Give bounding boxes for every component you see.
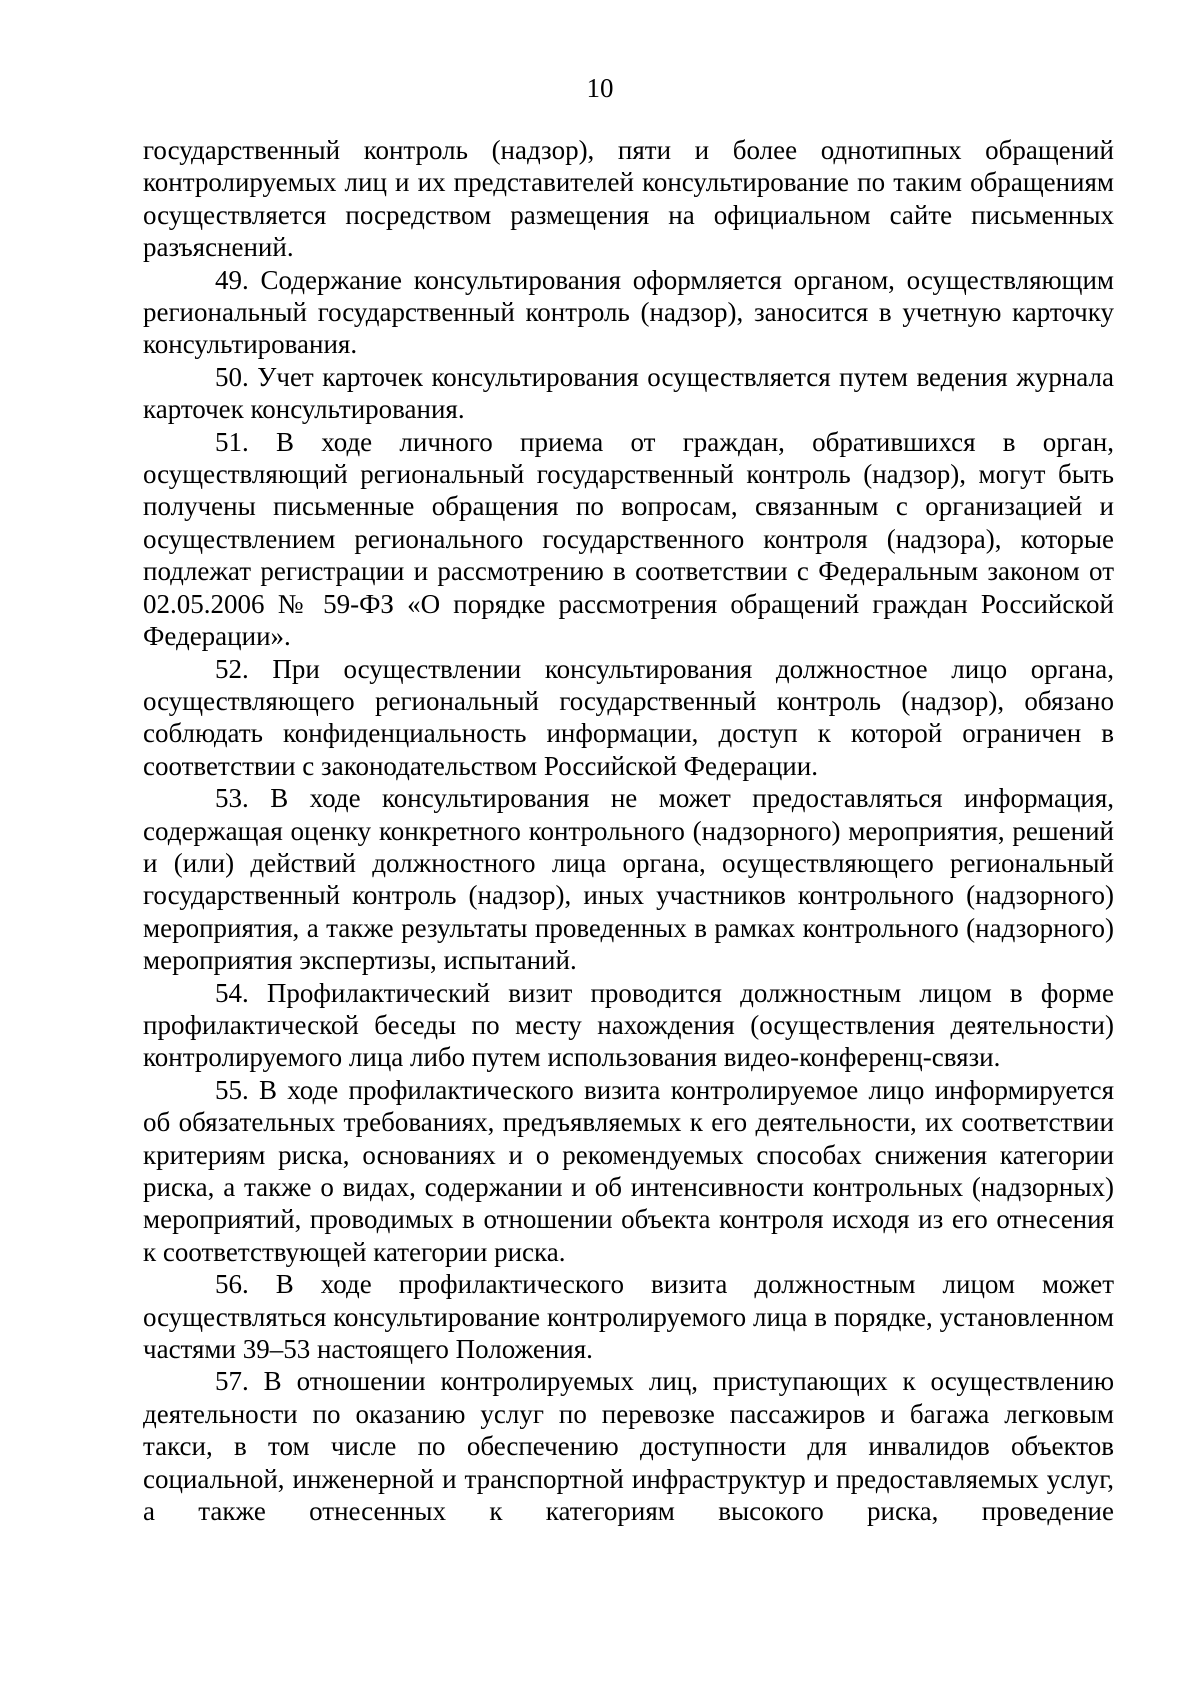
paragraph-52: 52. При осуществлении консультирования должностное лицо органа, осуществляющего региональный государственный контроль (надзор), обязано соблюдать конфиденциальность информации, доступ к которой ограничен в соответствии с законодательством Российской Федерации. [143, 653, 1114, 781]
paragraph-54: 54. Профилактический визит проводится должностным лицом в форме профилактической беседы по месту нахождения (осуществления деятельности) контролируемого лица либо путем использования видео-конференц-связи. [143, 977, 1114, 1073]
paragraph-49: 49. Содержание консультирования оформляется органом, осуществляющим региональный государственный контроль (надзор), заносится в учетную карточку консультирования. [143, 264, 1114, 360]
document-body [143, 134, 1114, 1527]
page-number: 10 [586, 73, 614, 103]
paragraph-continued: государственный контроль (надзор), пяти и более однотипных обращений контролируемых лиц и их представителей консультирование по таким обращениям осуществляется посредством размещения на официальном сайте письменных разъяснений. [143, 135, 1114, 263]
paragraph-51: 51. В ходе личного приема от граждан, обратившихся в орган, осуществляющий региональный государственный контроль (надзор), могут быть получены письменные обращения по вопросам, связанным с организацией и осуществлением регионального государственного контроля (надзора), которые подлежат регистрации и рассмотрению в соответствии с Федеральным законом от 02.05.2006 № 59-ФЗ «О порядке рассмотрения обращений граждан Российской Федерации». [143, 426, 1114, 652]
paragraph-57: 57. В отношении контролируемых лиц, приступающих к осуществлению деятельности по оказанию услуг по перевозке пассажиров и багажа легковым такси, в том числе по обеспечению доступности для инвалидов объектов социальной, инженерной и транспортной инфраструктур и предоставляемых услуг, а также отнесенных к категориям высокого риска, проведение [143, 1366, 1114, 1527]
paragraph-53: 53. В ходе консультирования не может предоставляться информация, содержащая оценку конкретного контрольного (надзорного) мероприятия, решений и (или) действий должностного лица органа, осуществляющего региональный государственный контроль (надзор), иных участников контрольного (надзорного) мероприятия, а также результаты проведенных в рамках контрольного (надзорного) мероприятия экспертизы, испытаний. [143, 783, 1114, 976]
paragraph-50: 50. Учет карточек консультирования осуществляется путем ведения журнала карточек консультирования. [143, 361, 1114, 425]
paragraph-55: 55. В ходе профилактического визита контролируемое лицо информируется об обязательных требованиях, предъявляемых к его деятельности, их соответствии критериям риска, основаниях и о рекомендуемых способах снижения категории риска, а также о видах, содержании и об интенсивности контрольных (надзорных) мероприятий, проводимых в отношении объекта контроля исходя из его отнесения к соответствующей категории риска. [143, 1074, 1114, 1267]
paragraph-56: 56. В ходе профилактического визита должностным лицом может осуществляться консультирование контролируемого лица в порядке, установленном частями 39–53 настоящего Положения. [143, 1269, 1114, 1365]
